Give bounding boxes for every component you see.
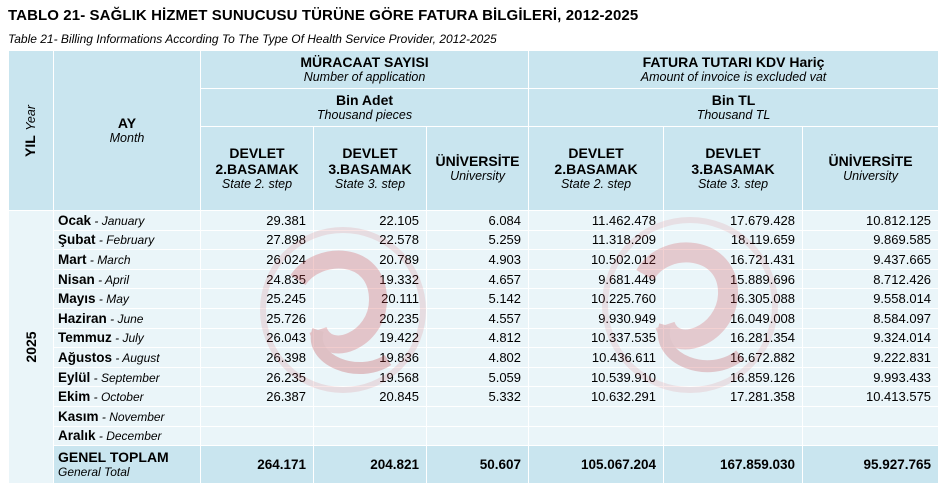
group2-unit-tr: Bin TL — [711, 92, 756, 108]
month-name-tr: Ağustos — [58, 349, 112, 365]
group1-unit-tr: Bin Adet — [335, 92, 394, 108]
table-row — [9, 426, 939, 446]
value-cell: 16.859.126 — [664, 367, 803, 387]
column-header-title: DEVLET — [568, 145, 624, 161]
month-name-tr: Mart — [58, 251, 87, 267]
month-name-tr: Haziran — [58, 310, 107, 326]
group2-subtitle: Amount of invoice is excluded vat — [640, 70, 827, 84]
month-name-en: June — [117, 311, 144, 326]
total-value-cell: 204.821 — [314, 446, 427, 484]
value-cell: 11.462.478 — [529, 211, 664, 231]
value-cell: 25.726 — [201, 308, 314, 328]
month-name-en: November — [109, 409, 165, 424]
column-header-3 — [427, 127, 529, 211]
value-cell — [529, 406, 664, 426]
month-name-en: July — [122, 331, 144, 346]
value-cell: 4.812 — [427, 328, 529, 348]
value-cell: 9.681.449 — [529, 269, 664, 289]
column-header-6 — [803, 127, 939, 211]
billing-table — [8, 50, 939, 484]
value-cell — [664, 426, 803, 446]
month-cell: Kasım - November — [54, 406, 201, 426]
total-label-tr: GENEL TOPLAM — [58, 449, 169, 466]
column-header-title: DEVLET — [342, 145, 398, 161]
month-header — [54, 51, 201, 211]
column-header-en: University — [450, 169, 505, 183]
column-header-2 — [314, 127, 427, 211]
value-cell: 4.557 — [427, 308, 529, 328]
value-cell: 9.869.585 — [803, 230, 939, 250]
value-cell: 20.845 — [314, 387, 427, 407]
column-header-title: DEVLET — [705, 145, 761, 161]
group2-unit — [529, 89, 939, 127]
column-header-level: 3.BASAMAK — [328, 161, 412, 177]
value-cell: 9.558.014 — [803, 289, 939, 309]
value-cell: 10.502.012 — [529, 250, 664, 270]
value-cell: 11.318.209 — [529, 230, 664, 250]
value-cell: 26.024 — [201, 250, 314, 270]
group1-unit-en: Thousand pieces — [316, 108, 413, 122]
total-value-cell: 167.859.030 — [664, 446, 803, 484]
value-cell — [664, 406, 803, 426]
value-cell: 4.903 — [427, 250, 529, 270]
month-cell: Ocak - January — [54, 211, 201, 231]
value-cell: 22.105 — [314, 211, 427, 231]
value-cell: 10.337.535 — [529, 328, 664, 348]
value-cell — [427, 426, 529, 446]
column-header-4 — [529, 127, 664, 211]
value-cell — [427, 406, 529, 426]
value-cell: 10.436.611 — [529, 348, 664, 368]
total-label-en: General Total — [58, 465, 130, 480]
value-cell: 10.632.291 — [529, 387, 664, 407]
value-cell: 25.245 — [201, 289, 314, 309]
value-cell: 20.111 — [314, 289, 427, 309]
month-name-en: May — [106, 292, 129, 307]
value-cell: 5.142 — [427, 289, 529, 309]
value-cell — [803, 426, 939, 446]
value-cell: 9.993.433 — [803, 367, 939, 387]
month-header-en: Month — [109, 131, 145, 145]
month-name-en: December — [106, 429, 162, 444]
month-cell: Nisan - April — [54, 269, 201, 289]
month-cell: Mayıs - May — [54, 289, 201, 309]
value-cell: 16.721.431 — [664, 250, 803, 270]
value-cell: 20.235 — [314, 308, 427, 328]
month-header-tr: AY — [117, 115, 137, 131]
year-cell — [9, 211, 54, 484]
month-cell: Eylül - September — [54, 367, 201, 387]
table-row — [9, 406, 939, 426]
column-header-level: 2.BASAMAK — [554, 161, 638, 177]
value-cell — [314, 406, 427, 426]
table-row — [9, 367, 939, 387]
value-cell: 10.539.910 — [529, 367, 664, 387]
value-cell — [803, 406, 939, 426]
month-cell: Mart - March — [54, 250, 201, 270]
column-header-en: State 2. step — [560, 177, 632, 191]
total-label — [54, 446, 201, 484]
total-value-cell: 50.607 — [427, 446, 529, 484]
group1-title: MÜRACAAT SAYISI — [300, 54, 429, 70]
month-name-en: April — [104, 272, 129, 287]
total-value-cell: 95.927.765 — [803, 446, 939, 484]
month-name-tr: Eylül — [58, 369, 91, 385]
value-cell: 5.259 — [427, 230, 529, 250]
value-cell: 24.835 — [201, 269, 314, 289]
column-header-en: University — [843, 169, 898, 183]
value-cell: 5.059 — [427, 367, 529, 387]
page-title: TABLO 21- SAĞLIK HİZMET SUNUCUSU TÜRÜNE GÖRE FATURA BİLGİLERİ, 2012-2025 — [8, 7, 639, 24]
column-header-title: ÜNİVERSİTE — [435, 153, 520, 169]
column-header-5 — [664, 127, 803, 211]
group2-unit-en: Thousand TL — [696, 108, 771, 122]
group1-subtitle: Number of application — [303, 70, 426, 84]
value-cell: 16.281.354 — [664, 328, 803, 348]
table-row — [9, 230, 939, 250]
value-cell: 16.049.008 — [664, 308, 803, 328]
value-cell: 26.398 — [201, 348, 314, 368]
value-cell: 29.381 — [201, 211, 314, 231]
column-header-1 — [201, 127, 314, 211]
column-header-title: ÜNİVERSİTE — [828, 153, 913, 169]
year-header-en: Year — [24, 104, 38, 131]
group1-unit — [201, 89, 529, 127]
value-cell — [201, 426, 314, 446]
total-value-cell: 264.171 — [201, 446, 314, 484]
value-cell: 10.413.575 — [803, 387, 939, 407]
column-header-en: State 2. step — [221, 177, 293, 191]
month-name-tr: Ocak — [58, 212, 92, 228]
value-cell: 17.281.358 — [664, 387, 803, 407]
month-cell: Temmuz - July — [54, 328, 201, 348]
month-name-tr: Temmuz — [58, 330, 112, 346]
group-header-applications — [201, 51, 529, 89]
group2-title: FATURA TUTARI KDV Hariç — [642, 54, 825, 70]
value-cell: 17.679.428 — [664, 211, 803, 231]
value-cell: 10.225.760 — [529, 289, 664, 309]
value-cell: 16.305.088 — [664, 289, 803, 309]
month-cell: Haziran - June — [54, 308, 201, 328]
value-cell: 27.898 — [201, 230, 314, 250]
value-cell — [314, 426, 427, 446]
value-cell: 9.930.949 — [529, 308, 664, 328]
month-name-tr: Mayıs — [58, 291, 96, 307]
month-cell: Ekim - October — [54, 387, 201, 407]
table-row — [9, 269, 939, 289]
value-cell: 18.119.659 — [664, 230, 803, 250]
value-cell: 16.672.882 — [664, 348, 803, 368]
value-cell: 22.578 — [314, 230, 427, 250]
year-header-tr: YIL — [22, 134, 38, 157]
value-cell: 19.568 — [314, 367, 427, 387]
value-cell: 9.437.665 — [803, 250, 939, 270]
total-row — [9, 446, 939, 484]
month-name-en: March — [97, 252, 131, 267]
value-cell — [529, 426, 664, 446]
table-row — [9, 387, 939, 407]
month-name-tr: Nisan — [58, 271, 95, 287]
column-header-level: 3.BASAMAK — [691, 161, 775, 177]
value-cell: 20.789 — [314, 250, 427, 270]
value-cell: 19.422 — [314, 328, 427, 348]
month-cell: Şubat - February — [54, 230, 201, 250]
value-cell: 26.387 — [201, 387, 314, 407]
value-cell: 26.043 — [201, 328, 314, 348]
month-name-en: August — [122, 350, 160, 365]
month-name-tr: Şubat — [58, 232, 96, 248]
value-cell: 19.332 — [314, 269, 427, 289]
month-cell: Aralık - December — [54, 426, 201, 446]
month-name-tr: Aralık — [58, 428, 96, 444]
column-header-en: State 3. step — [334, 177, 406, 191]
value-cell — [201, 406, 314, 426]
month-name-en: October — [100, 390, 144, 405]
table-row — [9, 348, 939, 368]
total-value-cell: 105.067.204 — [529, 446, 664, 484]
column-header-title: DEVLET — [229, 145, 285, 161]
value-cell: 8.584.097 — [803, 308, 939, 328]
month-name-en: February — [106, 233, 155, 248]
value-cell: 6.084 — [427, 211, 529, 231]
value-cell: 19.836 — [314, 348, 427, 368]
value-cell: 4.802 — [427, 348, 529, 368]
value-cell: 4.657 — [427, 269, 529, 289]
value-cell: 8.712.426 — [803, 269, 939, 289]
value-cell: 9.324.014 — [803, 328, 939, 348]
year-header — [9, 51, 54, 211]
table-row — [9, 328, 939, 348]
month-name-tr: Ekim — [58, 389, 91, 405]
table-row — [9, 308, 939, 328]
value-cell: 10.812.125 — [803, 211, 939, 231]
column-header-level: 2.BASAMAK — [215, 161, 299, 177]
group-header-invoice — [529, 51, 939, 89]
table-row — [9, 211, 939, 231]
value-cell: 26.235 — [201, 367, 314, 387]
value-cell: 9.222.831 — [803, 348, 939, 368]
column-header-en: State 3. step — [697, 177, 769, 191]
month-cell: Ağustos - August — [54, 348, 201, 368]
value-cell: 5.332 — [427, 387, 529, 407]
table-row — [9, 289, 939, 309]
page-subtitle: Table 21- Billing Informations According To The Type Of Health Service Provider, 2012-2025 — [8, 32, 497, 46]
year-value: 2025 — [23, 331, 39, 363]
table-row — [9, 250, 939, 270]
month-name-en: September — [100, 370, 160, 385]
month-name-en: January — [101, 213, 145, 228]
month-name-tr: Kasım — [58, 408, 99, 424]
value-cell: 15.889.696 — [664, 269, 803, 289]
